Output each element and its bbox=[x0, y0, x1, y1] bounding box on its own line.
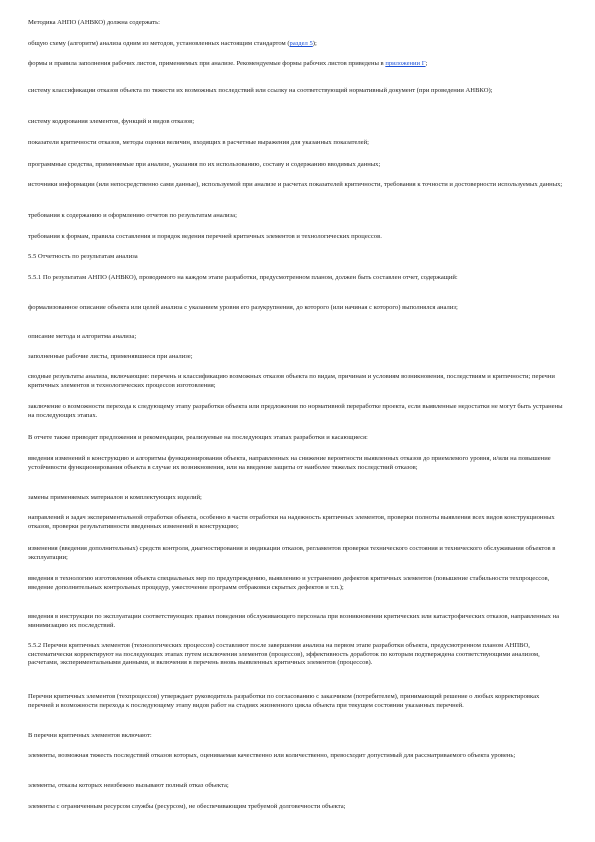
paragraph-recommendations: В отчете также приводят предложения и рекомендации, реализуемые на последующих этапах разработки и касающиеся: bbox=[28, 434, 368, 441]
paragraph-materials: замены применяемых материалов и комплектующих изделий; bbox=[28, 494, 202, 501]
paragraph-intro: Методика АНПО (АНВКО) должна содержать: bbox=[28, 19, 160, 26]
paragraph-forms: формы и правила заполнения рабочих листов, применяемых при анализе. Рекомендуемые формы рабочих листов приведены в приложении Г; bbox=[28, 60, 428, 67]
paragraph-item-total-failure: элементы, отказы которых неизбежно вызывают полный отказ объекта; bbox=[28, 782, 229, 789]
paragraph-diagnostics: изменения (введения дополнительных) средств контроля, диагностирования и индикации отказов, регламентов проверки технического состояния и технического обслуживания объектов в эксплуатации; bbox=[28, 545, 556, 561]
paragraph-operation: введения в инструкции по эксплуатации соответствующих правил поведения обслуживающего персонала при возникновении критических или катастрофических отказов, направленных на минимизацию их последствий. bbox=[28, 613, 560, 629]
paragraph-scheme: общую схему (алгоритм) анализа одним из методов, установленных настоящим стандартом (раздел 5); bbox=[28, 40, 317, 47]
paragraph-approval: Перечни критичных элементов (техпроцессов) утверждает руководитель разработки по согласованию с заказчиком (потребителем), принимающий решение о любых корректировках перечней и возможности перехода к последующему этапу видов работ на стадиях жизненного цикла объекта при текущем состоянии указанных перечней. bbox=[28, 693, 540, 709]
paragraph-item-severity: элементы, возможная тяжесть последствий отказов которых, оцениваемая качественно или количественно, превосходит допустимый для рассматриваемого объекта уровень; bbox=[28, 752, 516, 759]
paragraph-indicators: показатели критичности отказов, методы оценки величин, входящих в расчетные выражения для указанных показателей; bbox=[28, 139, 369, 146]
paragraph-design-changes: введения изменений в конструкцию и алгоритмы функционирования объекта, направленных на снижение вероятности выявленных отказов до приемлемого уровня, и/или на повышение устойчивости функционирования объекта в случае их возникновения, или на введение защиты от наиболее тяжелых последствий отказов; bbox=[28, 455, 551, 471]
paragraph-coding: систему кодирования элементов, функций и видов отказов; bbox=[28, 118, 195, 125]
paragraph-includes: В перечни критичных элементов включают: bbox=[28, 732, 152, 739]
paragraph-report-reqs: требования к содержанию и оформлению отчетов по результатам анализа; bbox=[28, 212, 237, 219]
paragraph-item-limited-life: элементы с ограниченным ресурсом службы (ресурсом), не обеспечивающим требуемой долговечности объекта; bbox=[28, 803, 346, 810]
paragraph-worksheets: заполненные рабочие листы, применявшиеся при анализе; bbox=[28, 353, 193, 360]
paragraph-testing: направлений и задач экспериментальной отработки объекта, особенно в части отработки на надежность критичных элементов, проверки полноты выявления всех видов конструкционных отказов, проверки результативности введенных изменений в конструкцию; bbox=[28, 514, 555, 530]
section-heading-5-5: 5.5 Отчетность по результатам анализа bbox=[28, 253, 138, 260]
paragraph-conclusion: заключение о возможности перехода к следующему этапу разработки объекта или предложения по нормативной переработке проекта, если выявленные недостатки не могут быть устранены на последующих этапах. bbox=[28, 403, 563, 419]
paragraph-summary: сводные результаты анализа, включающие: перечень и классификацию возможных отказов объекта по видам, причинам и условиям возникновения, последствиям и критичности; перечни критичных элементов и технологических процессов изготовления; bbox=[28, 373, 555, 389]
appendix-g-link[interactable]: приложении Г bbox=[385, 60, 426, 67]
paragraph-classification: систему классификации отказов объекта по тяжести их возможных последствий или ссылку на соответствующий нормативный документ (при проведении АНВКО); bbox=[28, 87, 493, 94]
paragraph-5-5-2: 5.5.2 Перечни критичных элементов (технологических процессов) составляют после завершения анализа на первом этапе разработки объекта, предусмотренном планом АНПВО, систематически корректируют на последующих этапах путем исключения элементов (процессов), эффективность доработок по которым подтверждена соответствующими анализом, расчетами, экспериментальными данными, и включения в перечень вновь выявленных критичных элементов (процессов). bbox=[28, 642, 540, 667]
paragraph-software: программные средства, применяемые при анализе, указания по их использованию, составу и содержанию вводимых данных; bbox=[28, 161, 381, 168]
section-5-link[interactable]: раздел 5 bbox=[289, 40, 313, 47]
paragraph-list-reqs: требования к формам, правила составления и порядок ведения перечней критичных элементов и технологических процессов. bbox=[28, 233, 382, 240]
paragraph-5-5-1: 5.5.1 По результатам АНПО (АНВКО), проводимого на каждом этапе разработки, предусмотренном планом, должен быть составлен отчет, содержащий: bbox=[28, 274, 458, 281]
paragraph-technology: введения в технологию изготовления объекта специальных мер по предупреждению, выявлению и устранению дефектов критичных элементов (повышение стабильности техпроцессов, введение дополнительных контрольных процедур, ужесточение программ отбраковки скрытых дефектов и т.п.); bbox=[28, 575, 550, 591]
paragraph-method: описание метода и алгоритма анализа; bbox=[28, 333, 137, 340]
paragraph-description: формализованное описание объекта или целей анализа с указанием уровня его разукрупнения, до которого (или начиная с которого) выполнялся анализ; bbox=[28, 304, 458, 311]
paragraph-sources: источники информации (или непосредственно сами данные), используемой при анализе и расчетах показателей критичности, требования к точности и достоверности используемых данных; bbox=[28, 181, 563, 188]
